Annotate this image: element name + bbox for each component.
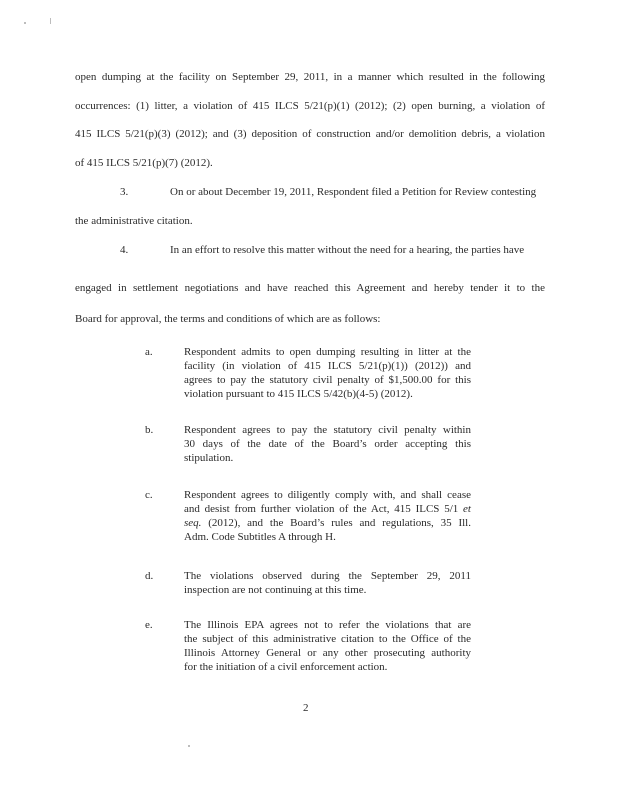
- item-text-segment: and desist from further violation of the Act, 415 ILCS 5/1: [184, 503, 459, 515]
- item-line: agrees to pay the statutory civil penalty of $1,500.00 for this: [184, 374, 471, 386]
- paragraph-text: On or about December 19, 2011, Respondent filed a Petition for Review contesting: [170, 186, 537, 198]
- item-line: inspection are not continuing at this time.: [184, 584, 367, 596]
- paragraph-line: of 415 ILCS 5/21(p)(7) (2012).: [75, 157, 213, 169]
- item-line: stipulation.: [184, 452, 234, 464]
- italic-seq: seq.: [184, 517, 202, 529]
- paragraph-line: occurrences: (1) litter, a violation of 415 ILCS 5/21(p)(1) (2012); (2) open burning, a violation of: [75, 100, 545, 112]
- item-line: facility (in violation of 415 ILCS 5/21(p)(1)) (2012)) and: [184, 360, 471, 372]
- paragraph-line: Board for approval, the terms and conditions of which are as follows:: [75, 313, 381, 325]
- item-letter: b.: [145, 424, 154, 436]
- scan-speck: [188, 745, 190, 747]
- scan-speck: [50, 18, 51, 24]
- list-item: [184, 345, 471, 401]
- page-number: 2: [303, 702, 309, 714]
- item-line: The violations observed during the September 29, 2011: [184, 570, 471, 582]
- item-line: Respondent agrees to diligently comply with, and shall cease: [184, 489, 471, 501]
- scan-speck: [24, 22, 26, 24]
- paragraph-text: In an effort to resolve this matter without the need for a hearing, the parties have: [170, 244, 525, 256]
- list-item: [184, 423, 471, 465]
- item-line: The Illinois EPA agrees not to refer the violations that are: [184, 619, 471, 631]
- item-line: Illinois Attorney General or any other prosecuting authority: [184, 647, 471, 659]
- item-line: Adm. Code Subtitles A through H.: [184, 531, 336, 543]
- paragraph-number: 3.: [120, 186, 129, 198]
- list-item: [184, 488, 471, 544]
- paragraph-4-first-line: [75, 243, 545, 257]
- item-line: the subject of this administrative citation to the Office of the: [184, 633, 471, 645]
- item-line: for the initiation of a civil enforcement action.: [184, 661, 388, 673]
- paragraph-line: open dumping at the facility on September 29, 2011, in a manner which resulted in the following: [75, 71, 545, 83]
- item-text-segment: (2012), and the Board’s rules and regulations, 35 Ill.: [208, 517, 471, 529]
- paragraph-number: 4.: [120, 244, 129, 256]
- item-letter: e.: [145, 619, 153, 631]
- item-line: [184, 516, 471, 530]
- item-line: violation pursuant to 415 ILCS 5/42(b)(4-5) (2012).: [184, 388, 413, 400]
- list-item: [184, 569, 471, 597]
- item-letter: d.: [145, 570, 154, 582]
- item-line: Respondent admits to open dumping resulting in litter at the: [184, 346, 471, 358]
- item-line: [184, 502, 471, 516]
- item-line: Respondent agrees to pay the statutory civil penalty within: [184, 424, 471, 436]
- paragraph-line: the administrative citation.: [75, 215, 193, 227]
- item-line: 30 days of the date of the Board’s order accepting this: [184, 438, 471, 450]
- item-letter: a.: [145, 346, 153, 358]
- paragraph-3-first-line: [75, 185, 545, 199]
- item-letter: c.: [145, 489, 153, 501]
- paragraph-line: engaged in settlement negotiations and have reached this Agreement and hereby tender it to the: [75, 282, 545, 294]
- list-item: [184, 618, 471, 674]
- paragraph-line: 415 ILCS 5/21(p)(3) (2012); and (3) deposition of construction and/or demolition debris, a violation: [75, 128, 545, 140]
- italic-et: et: [463, 503, 471, 515]
